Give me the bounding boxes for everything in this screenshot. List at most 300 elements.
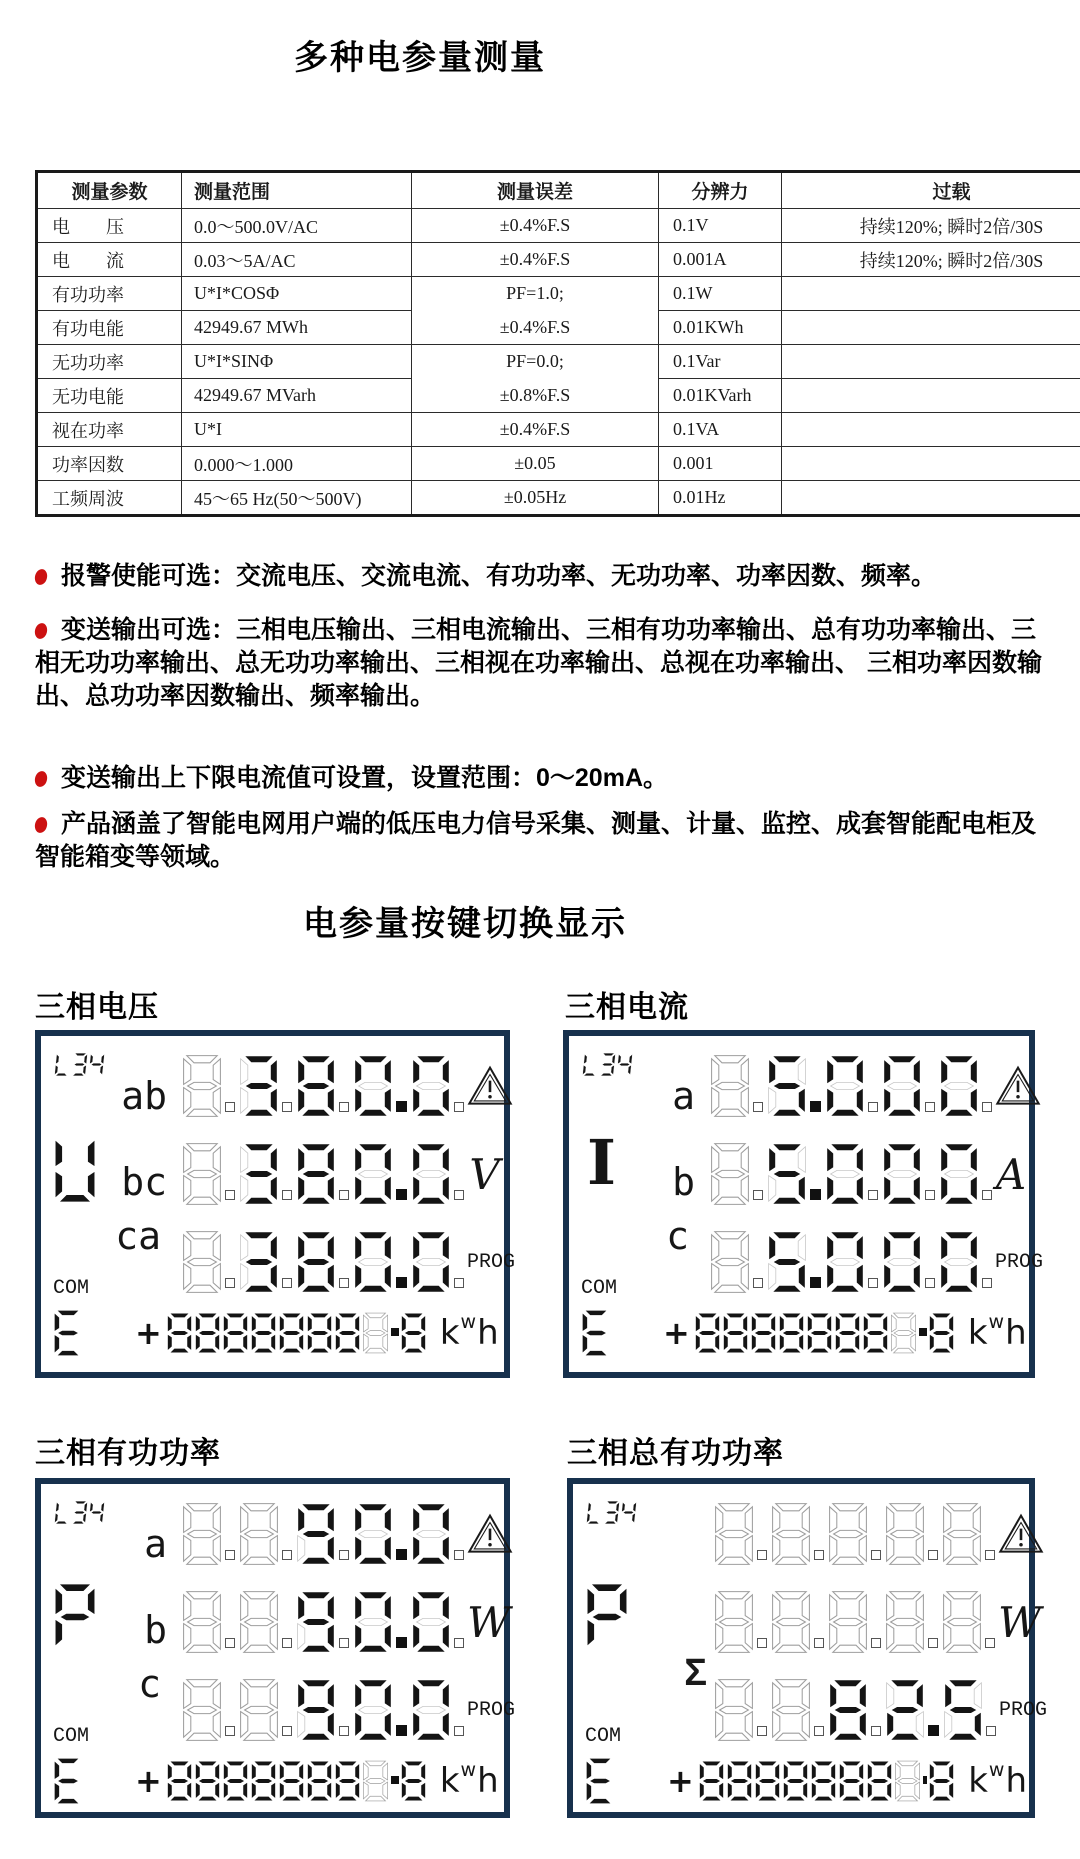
bullet-text: 变送输出可选：三相电压输出、三相电流输出、三相有功功率输出、总有功功率输出、三相无功功率输出、总无功功率输出、三相视在功率输出、总视在功率输出、 三相功率因数输出、总功功率因数输出、频率输出。	[35, 616, 1042, 710]
phase-symbol	[53, 1134, 97, 1204]
lcd-value-row	[43, 1578, 511, 1666]
seven-seg-digit	[352, 1590, 408, 1654]
seven-seg-digit	[713, 1502, 768, 1566]
energy-digit	[928, 1760, 955, 1802]
table-row	[37, 345, 1080, 379]
seven-seg-digit	[238, 1502, 293, 1566]
decimal-point	[810, 1101, 821, 1112]
panel-label: 三相有功功率	[35, 1437, 221, 1470]
lcd-value-row	[43, 1042, 502, 1130]
decimal-point	[225, 1102, 235, 1112]
decimal-point	[814, 1550, 824, 1560]
seven-seg-digit	[238, 1590, 293, 1654]
table-cell: 0.1VA	[659, 413, 782, 447]
decimal-point	[925, 1190, 935, 1200]
energy-digit	[806, 1312, 833, 1354]
energy-digit	[334, 1760, 361, 1802]
table-cell: 0.03～5A/AC	[182, 243, 412, 277]
bullet-text: 变送输出上下限电流值可设置，设置范围：0～20mA。	[61, 764, 668, 792]
lcd-value-row	[575, 1652, 1048, 1754]
energy-symbol	[585, 1757, 615, 1805]
lcd-value-row	[43, 1490, 502, 1578]
seven-segment-glyph	[824, 1054, 866, 1118]
seven-segment-glyph	[54, 1052, 72, 1077]
lcd-panel	[567, 1478, 1048, 1818]
seven-segment-glyph	[824, 1230, 866, 1294]
energy-digit	[834, 1312, 861, 1354]
decimal-point	[868, 1278, 878, 1288]
seven-segment-glyph	[694, 1312, 721, 1354]
energy-row	[43, 1754, 502, 1808]
lcd-badge	[582, 1052, 636, 1077]
table-cell: 有功功率	[37, 277, 182, 311]
seven-segment-glyph	[754, 1760, 781, 1802]
energy-symbol	[581, 1309, 611, 1357]
table-cell: 持续120%; 瞬时2倍/30S	[782, 243, 1080, 277]
decimal-point	[454, 1278, 464, 1288]
table-cell: 电 流	[37, 243, 182, 277]
energy-decimal-point	[391, 1328, 399, 1336]
energy-decimal-point	[923, 1776, 927, 1784]
table-cell: U*I	[182, 413, 412, 447]
table-cell	[782, 277, 1080, 311]
decimal-point	[753, 1278, 763, 1288]
table-cell: ±0.4%F.S	[412, 209, 659, 243]
seven-seg-digit	[181, 1142, 236, 1206]
table-cell: 0.1V	[659, 209, 782, 243]
lcd-value-row	[571, 1042, 1027, 1130]
phase-label: ca	[115, 1214, 161, 1258]
table-row	[37, 481, 1080, 516]
seven-seg-digit	[410, 1590, 465, 1654]
energy-ghost-digit	[894, 1760, 921, 1802]
table-cell	[782, 311, 1080, 345]
energy-ghost-digit	[890, 1312, 917, 1354]
phase-label: c	[138, 1662, 161, 1706]
table-header-cell: 测量参数	[37, 172, 182, 209]
energy-digit	[250, 1760, 277, 1802]
table-cell: 持续120%; 瞬时2倍/30S	[782, 209, 1080, 243]
seven-seg-digit	[713, 1590, 768, 1654]
decimal-point	[985, 1638, 995, 1648]
seven-segment-glyph	[862, 1312, 889, 1354]
table-cell	[782, 481, 1080, 516]
energy-digit	[306, 1312, 333, 1354]
panel-label: 三相电压	[35, 991, 159, 1024]
decimal-point	[868, 1102, 878, 1112]
table-cell	[782, 345, 1080, 379]
seven-segment-glyph	[884, 1678, 926, 1742]
seven-segment-glyph	[713, 1502, 755, 1566]
table-cell: ±0.4%F.S	[412, 311, 659, 345]
energy-digit	[754, 1760, 781, 1802]
seven-segment-glyph	[834, 1312, 861, 1354]
table-header-cell: 测量误差	[412, 172, 659, 209]
seven-segment-glyph	[181, 1502, 223, 1566]
table-cell	[782, 413, 1080, 447]
seven-segment-glyph	[941, 1502, 983, 1566]
seven-segment-glyph	[306, 1760, 333, 1802]
seven-segment-glyph	[866, 1760, 893, 1802]
bullet-item	[35, 762, 1048, 795]
panel-label: 三相电流	[565, 991, 689, 1024]
phase-label: ab	[121, 1074, 167, 1118]
table-row	[37, 413, 1080, 447]
bullet-item	[35, 614, 1048, 713]
seven-seg-digit	[941, 1590, 996, 1654]
energy-symbol	[53, 1309, 83, 1357]
table-cell: 0.000～1.000	[182, 447, 412, 481]
table-header-cell: 分辨力	[659, 172, 782, 209]
decimal-point	[396, 1725, 407, 1736]
decimal-point	[925, 1278, 935, 1288]
seven-segment-glyph	[166, 1312, 193, 1354]
energy-digit	[278, 1760, 305, 1802]
seven-seg-digit	[352, 1054, 408, 1118]
seven-segment-glyph	[770, 1590, 812, 1654]
lcd-badge	[54, 1500, 108, 1525]
table-cell: 0.001A	[659, 243, 782, 277]
energy-digit	[694, 1312, 721, 1354]
bullet-text: 报警使能可选：交流电压、交流电流、有功功率、无功功率、功率因数、频率。	[61, 562, 937, 590]
com-label: COM	[585, 1725, 622, 1748]
phase-label: b	[144, 1608, 167, 1652]
seven-seg-digit	[295, 1230, 350, 1294]
seven-seg-digit	[884, 1502, 939, 1566]
decimal-point	[396, 1277, 407, 1288]
energy-decimal-point	[391, 1776, 399, 1784]
energy-digit	[400, 1312, 427, 1354]
lcd-value-row	[575, 1490, 1027, 1578]
seven-seg-digit	[709, 1142, 764, 1206]
table-cell: 功率因数	[37, 447, 182, 481]
warning-triangle-icon	[467, 1513, 513, 1555]
decimal-point	[454, 1726, 464, 1736]
seven-seg-digit	[352, 1502, 408, 1566]
seven-segment-glyph	[709, 1142, 751, 1206]
energy-digit	[722, 1312, 749, 1354]
table-cell: 电 压	[37, 209, 182, 243]
bullet-item	[35, 560, 1048, 593]
seven-segment-glyph	[238, 1502, 280, 1566]
energy-digit	[194, 1312, 221, 1354]
decimal-point	[753, 1102, 763, 1112]
lcd-value-row	[575, 1578, 1042, 1666]
seven-seg-digit	[941, 1502, 996, 1566]
decimal-point	[928, 1638, 938, 1648]
energy-digit	[400, 1760, 427, 1802]
seven-segment-glyph	[295, 1054, 337, 1118]
prog-label: PROG	[467, 1250, 516, 1274]
seven-seg-digit	[410, 1230, 465, 1294]
decimal-point	[282, 1726, 292, 1736]
phase-symbol	[585, 1582, 629, 1652]
seven-segment-glyph	[352, 1590, 394, 1654]
table-row	[37, 277, 1080, 311]
seven-segment-glyph	[778, 1312, 805, 1354]
seven-segment-glyph	[278, 1312, 305, 1354]
seven-segment-glyph	[827, 1590, 869, 1654]
table-header-cell: 过载	[782, 172, 1080, 209]
decimal-point	[339, 1190, 349, 1200]
seven-segment-glyph	[250, 1312, 277, 1354]
seven-segment-glyph	[722, 1312, 749, 1354]
table-cell: ±0.8%F.S	[412, 379, 659, 413]
phase-label: a	[144, 1522, 167, 1566]
table-cell	[782, 447, 1080, 481]
decimal-point	[814, 1726, 824, 1736]
seven-segment-glyph	[400, 1760, 427, 1802]
table-cell: 45～65 Hz(50～500V)	[182, 481, 412, 516]
decimal-point	[339, 1550, 349, 1560]
seven-segment-glyph	[295, 1590, 337, 1654]
seven-segment-glyph	[250, 1760, 277, 1802]
seven-segment-glyph	[928, 1760, 955, 1802]
seven-seg-digit	[352, 1142, 408, 1206]
table-row	[37, 311, 1080, 345]
lcd-panel	[35, 1478, 516, 1818]
seven-segment-glyph	[410, 1502, 452, 1566]
bullet-text: 产品涵盖了智能电网用户端的低压电力信号采集、测量、计量、监控、成套智能配电柜及智能箱变等领域。	[35, 810, 1037, 871]
decimal-point	[757, 1726, 767, 1736]
seven-seg-digit	[181, 1678, 236, 1742]
energy-digit	[778, 1312, 805, 1354]
seven-segment-glyph	[53, 1309, 83, 1357]
prog-label: PROG	[999, 1698, 1048, 1722]
energy-digit	[810, 1760, 837, 1802]
seven-segment-glyph	[194, 1760, 221, 1802]
table-row	[37, 243, 1080, 277]
lcd-badge	[54, 1052, 108, 1077]
bullet-dot-icon	[33, 816, 49, 834]
table-cell: 42949.67 MWh	[182, 311, 412, 345]
lcd-value-row	[571, 1126, 1027, 1218]
energy-digit	[750, 1312, 777, 1354]
section-title-measurement: 多种电参量测量	[294, 39, 546, 77]
energy-digit	[222, 1760, 249, 1802]
seven-segment-glyph	[410, 1230, 452, 1294]
seven-seg-digit	[770, 1590, 825, 1654]
seven-segment-glyph	[362, 1312, 389, 1354]
seven-segment-glyph	[698, 1760, 725, 1802]
seven-segment-glyph	[603, 1500, 621, 1525]
seven-segment-glyph	[938, 1054, 980, 1118]
seven-seg-digit	[938, 1230, 993, 1294]
seven-segment-glyph	[166, 1760, 193, 1802]
decimal-point	[986, 1726, 996, 1736]
seven-segment-glyph	[894, 1760, 921, 1802]
seven-segment-glyph	[222, 1312, 249, 1354]
com-label: COM	[53, 1277, 90, 1300]
decimal-point	[454, 1102, 464, 1112]
seven-segment-glyph	[827, 1502, 869, 1566]
energy-digit	[306, 1760, 333, 1802]
seven-seg-digit	[295, 1054, 350, 1118]
decimal-point	[925, 1102, 935, 1112]
table-cell: 工频周波	[37, 481, 182, 516]
table-cell: U*I*SINΦ	[182, 345, 412, 379]
seven-segment-glyph	[884, 1590, 926, 1654]
lcd-value-row	[43, 1130, 502, 1218]
seven-seg-digit	[410, 1502, 465, 1566]
warning-triangle-icon	[467, 1065, 513, 1107]
seven-segment-glyph	[616, 1052, 634, 1077]
seven-segment-glyph	[222, 1760, 249, 1802]
seven-seg-digit	[824, 1142, 879, 1206]
table-cell: ±0.05Hz	[412, 481, 659, 516]
table-cell: ±0.05	[412, 447, 659, 481]
decimal-point	[225, 1726, 235, 1736]
seven-segment-glyph	[881, 1142, 923, 1206]
seven-seg-digit	[766, 1230, 822, 1294]
table-cell: 42949.67 MVarh	[182, 379, 412, 413]
seven-seg-digit	[942, 1678, 997, 1742]
seven-seg-digit	[709, 1054, 764, 1118]
seven-seg-digit	[713, 1678, 768, 1742]
energy-digit	[166, 1312, 193, 1354]
decimal-point	[339, 1102, 349, 1112]
seven-segment-glyph	[824, 1142, 866, 1206]
seven-seg-digit	[938, 1142, 993, 1206]
seven-segment-glyph	[295, 1678, 337, 1742]
seven-segment-glyph	[827, 1678, 869, 1742]
seven-segment-glyph	[352, 1142, 394, 1206]
seven-segment-glyph	[726, 1760, 753, 1802]
decimal-point	[282, 1190, 292, 1200]
seven-segment-glyph	[750, 1312, 777, 1354]
seven-segment-glyph	[890, 1312, 917, 1354]
seven-segment-glyph	[941, 1590, 983, 1654]
lcd-value-row	[571, 1214, 1044, 1306]
energy-digit	[166, 1760, 193, 1802]
energy-row	[571, 1306, 1027, 1360]
seven-seg-digit	[295, 1502, 350, 1566]
seven-segment-glyph	[352, 1054, 394, 1118]
table-cell: 0.01KWh	[659, 311, 782, 345]
decimal-point	[868, 1190, 878, 1200]
decimal-point	[982, 1190, 992, 1200]
seven-segment-glyph	[306, 1312, 333, 1354]
seven-segment-glyph	[938, 1142, 980, 1206]
decimal-point	[982, 1278, 992, 1288]
seven-segment-glyph	[410, 1590, 452, 1654]
seven-segment-glyph	[71, 1052, 89, 1077]
decimal-point	[225, 1278, 235, 1288]
seven-seg-digit	[881, 1230, 936, 1294]
seven-seg-digit	[766, 1054, 822, 1118]
seven-seg-digit	[884, 1590, 939, 1654]
energy-unit-label: k w h	[967, 1311, 1027, 1353]
decimal-point	[871, 1726, 881, 1736]
seven-segment-glyph	[620, 1500, 638, 1525]
table-cell: ±0.4%F.S	[412, 243, 659, 277]
seven-segment-glyph	[782, 1760, 809, 1802]
energy-symbol	[53, 1757, 83, 1805]
panel-label: 三相总有功功率	[567, 1437, 784, 1470]
lcd-badge	[586, 1500, 640, 1525]
seven-segment-glyph	[599, 1052, 617, 1077]
seven-seg-digit	[295, 1142, 350, 1206]
seven-seg-digit	[766, 1142, 822, 1206]
bullet-dot-icon	[33, 770, 49, 788]
seven-segment-glyph	[238, 1678, 280, 1742]
seven-seg-digit	[295, 1590, 350, 1654]
lcd-panel	[35, 1030, 516, 1378]
seven-seg-digit	[881, 1054, 936, 1118]
seven-segment-glyph	[194, 1312, 221, 1354]
seven-segment-glyph	[410, 1142, 452, 1206]
decimal-point	[339, 1726, 349, 1736]
lcd-panel	[563, 1030, 1044, 1378]
seven-segment-glyph	[586, 1500, 604, 1525]
prog-label: PROG	[467, 1698, 516, 1722]
phase-label: c	[666, 1214, 689, 1258]
seven-segment-glyph	[295, 1230, 337, 1294]
table-cell: ±0.4%F.S	[412, 413, 659, 447]
seven-segment-glyph	[585, 1582, 629, 1652]
seven-segment-glyph	[709, 1230, 751, 1294]
seven-segment-glyph	[400, 1312, 427, 1354]
table-cell: PF=0.0;	[412, 345, 659, 379]
seven-seg-digit	[938, 1054, 993, 1118]
seven-segment-glyph	[938, 1230, 980, 1294]
seven-seg-digit	[238, 1054, 293, 1118]
decimal-point	[757, 1550, 767, 1560]
seven-segment-glyph	[928, 1312, 955, 1354]
seven-segment-glyph	[334, 1760, 361, 1802]
seven-segment-glyph	[410, 1054, 452, 1118]
seven-seg-digit	[770, 1502, 825, 1566]
energy-sign: +	[135, 1762, 162, 1800]
table-row	[37, 379, 1080, 413]
energy-digit	[698, 1760, 725, 1802]
decimal-point	[814, 1638, 824, 1648]
seven-seg-digit	[352, 1230, 408, 1294]
seven-seg-digit	[238, 1142, 293, 1206]
energy-unit-label: k w h	[439, 1759, 499, 1801]
energy-unit-label: k w h	[439, 1311, 499, 1353]
table-cell: 0.1W	[659, 277, 782, 311]
section-title-display: 电参量按键切换显示	[303, 905, 627, 943]
seven-seg-digit	[181, 1590, 236, 1654]
table-cell: 0.001	[659, 447, 782, 481]
table-cell: U*I*COSΦ	[182, 277, 412, 311]
table-cell: 有功电能	[37, 311, 182, 345]
energy-ghost-digit	[362, 1312, 389, 1354]
energy-row	[43, 1306, 502, 1360]
seven-seg-digit	[181, 1230, 236, 1294]
energy-digit	[866, 1760, 893, 1802]
bullet-dot-icon	[33, 568, 49, 586]
decimal-point	[454, 1638, 464, 1648]
seven-seg-digit	[410, 1054, 465, 1118]
decimal-point	[282, 1102, 292, 1112]
decimal-point	[757, 1638, 767, 1648]
energy-row	[575, 1754, 1027, 1808]
phase-label: a	[672, 1074, 695, 1118]
decimal-point	[396, 1189, 407, 1200]
decimal-point	[982, 1102, 992, 1112]
seven-segment-glyph	[53, 1582, 97, 1652]
seven-seg-digit	[352, 1678, 408, 1742]
table-cell: 0.1Var	[659, 345, 782, 379]
table-cell	[782, 379, 1080, 413]
energy-digit	[334, 1312, 361, 1354]
seven-segment-glyph	[582, 1052, 600, 1077]
energy-sign: +	[663, 1314, 690, 1352]
lcd-value-row	[43, 1662, 516, 1754]
decimal-point	[396, 1101, 407, 1112]
